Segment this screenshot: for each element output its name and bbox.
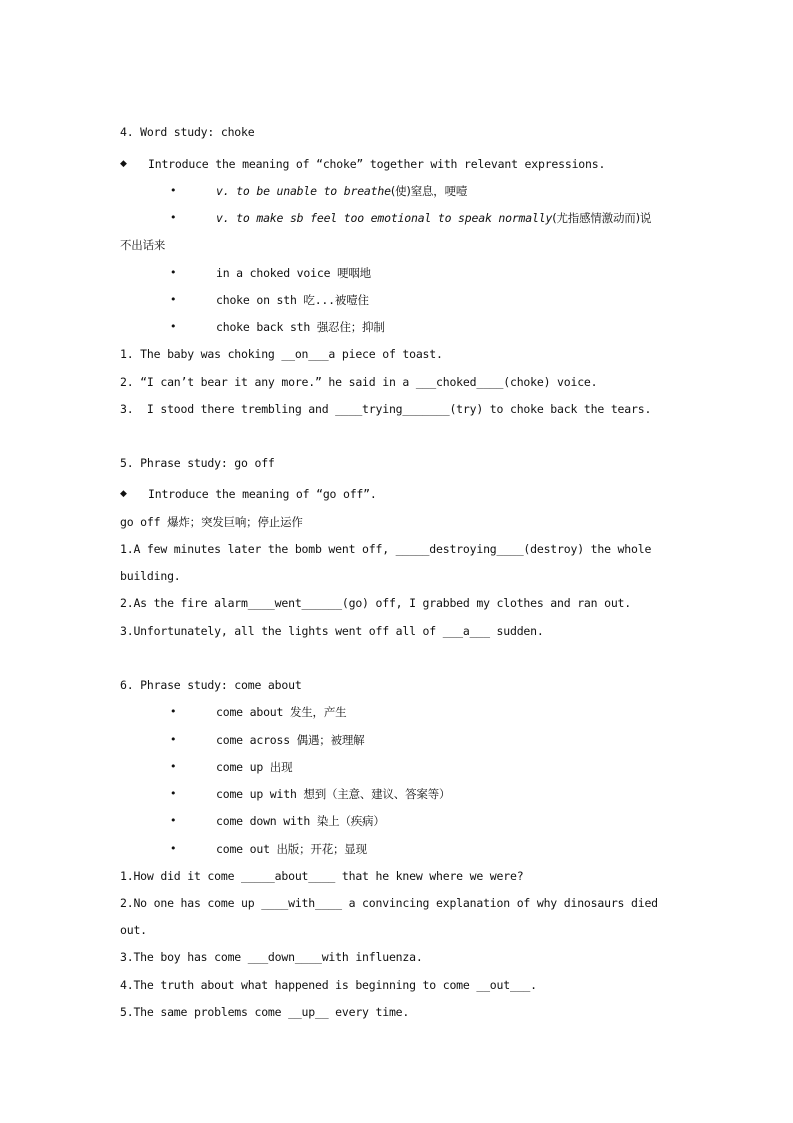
phrase-item: come up 出现 (216, 760, 293, 774)
dot-bullet-icon: • (170, 320, 177, 333)
phrase-item: come across 偶遇；被理解 (216, 733, 365, 747)
exercise-4-1: 1. The baby was choking __on___a piece of toast. (120, 347, 443, 361)
exercise-6-2-continuation: out. (120, 923, 147, 937)
section5-meaning: go off 爆炸；突发巨响；停止运作 (120, 515, 303, 529)
section6-heading: 6. Phrase study: come about (120, 678, 302, 692)
section5-heading: 5. Phrase study: go off (120, 456, 275, 470)
phrase-item: come down with 染上（疾病） (216, 814, 385, 828)
dot-bullet-icon: • (170, 705, 177, 718)
exercise-5-3: 3.Unfortunately, all the lights went off all of ___a___ sudden. (120, 624, 544, 638)
exercise-6-4: 4.The truth about what happened is beginning to come __out___. (120, 978, 537, 992)
exercise-4-2: 2. “I can’t bear it any more.” he said in a ___choked____(choke) voice. (120, 375, 598, 389)
dot-bullet-icon: • (170, 184, 177, 197)
dot-bullet-icon: • (170, 266, 177, 279)
definition-2-en: v. to make sb feel too emotional to speak normally (216, 211, 553, 225)
dot-bullet-icon: • (170, 842, 177, 855)
exercise-6-2: 2.No one has come up ____with____ a convincing explanation of why dinosaurs died (120, 896, 658, 910)
definition-1-en: v. to be unable to breathe (216, 184, 391, 198)
exercise-6-5: 5.The same problems come __up__ every time. (120, 1005, 410, 1019)
definition-2-zh: (尤指感情激动而)说 (552, 211, 652, 225)
dot-bullet-icon: • (170, 787, 177, 800)
definition-2-continuation: 不出话来 (120, 238, 166, 252)
dot-bullet-icon: • (170, 814, 177, 827)
dot-bullet-icon: • (170, 760, 177, 773)
expression-1: in a choked voice 哽咽地 (216, 266, 371, 280)
exercise-5-1: 1.A few minutes later the bomb went off, _____destroying____(destroy) the whole (120, 542, 652, 556)
dot-bullet-icon: • (170, 733, 177, 746)
dot-bullet-icon: • (170, 293, 177, 306)
definition-1-zh: (使)窒息，哽噎 (390, 184, 468, 198)
expression-2: choke on sth 吃...被噎住 (216, 293, 369, 307)
exercise-5-1-continuation: building. (120, 569, 181, 583)
phrase-item: come about 发生，产生 (216, 705, 347, 719)
dot-bullet-icon: • (170, 211, 177, 224)
definition-1 (216, 182, 467, 200)
diamond-bullet-icon: ◆ (120, 159, 127, 169)
phrase-item: come up with 想到（主意、建议、答案等） (216, 787, 451, 801)
exercise-4-3: 3. I stood there trembling and ____trying_______(try) to choke back the tears. (120, 402, 652, 416)
exercise-6-3: 3.The boy has come ___down____with influenza. (120, 950, 423, 964)
section5-intro: Introduce the meaning of “go off”. (148, 487, 377, 501)
diamond-bullet-icon: ◆ (120, 489, 127, 499)
phrase-item: come out 出版；开花；显现 (216, 842, 367, 856)
section4-heading: 4. Word study: choke (120, 125, 255, 139)
definition-2 (216, 209, 651, 227)
exercise-6-1: 1.How did it come _____about____ that he knew where we were? (120, 869, 524, 883)
exercise-5-2: 2.As the fire alarm____went______(go) off, I grabbed my clothes and ran out. (120, 596, 631, 610)
section4-intro: Introduce the meaning of “choke” together with relevant expressions. (148, 157, 606, 171)
expression-3: choke back sth 强忍住；抑制 (216, 320, 385, 334)
